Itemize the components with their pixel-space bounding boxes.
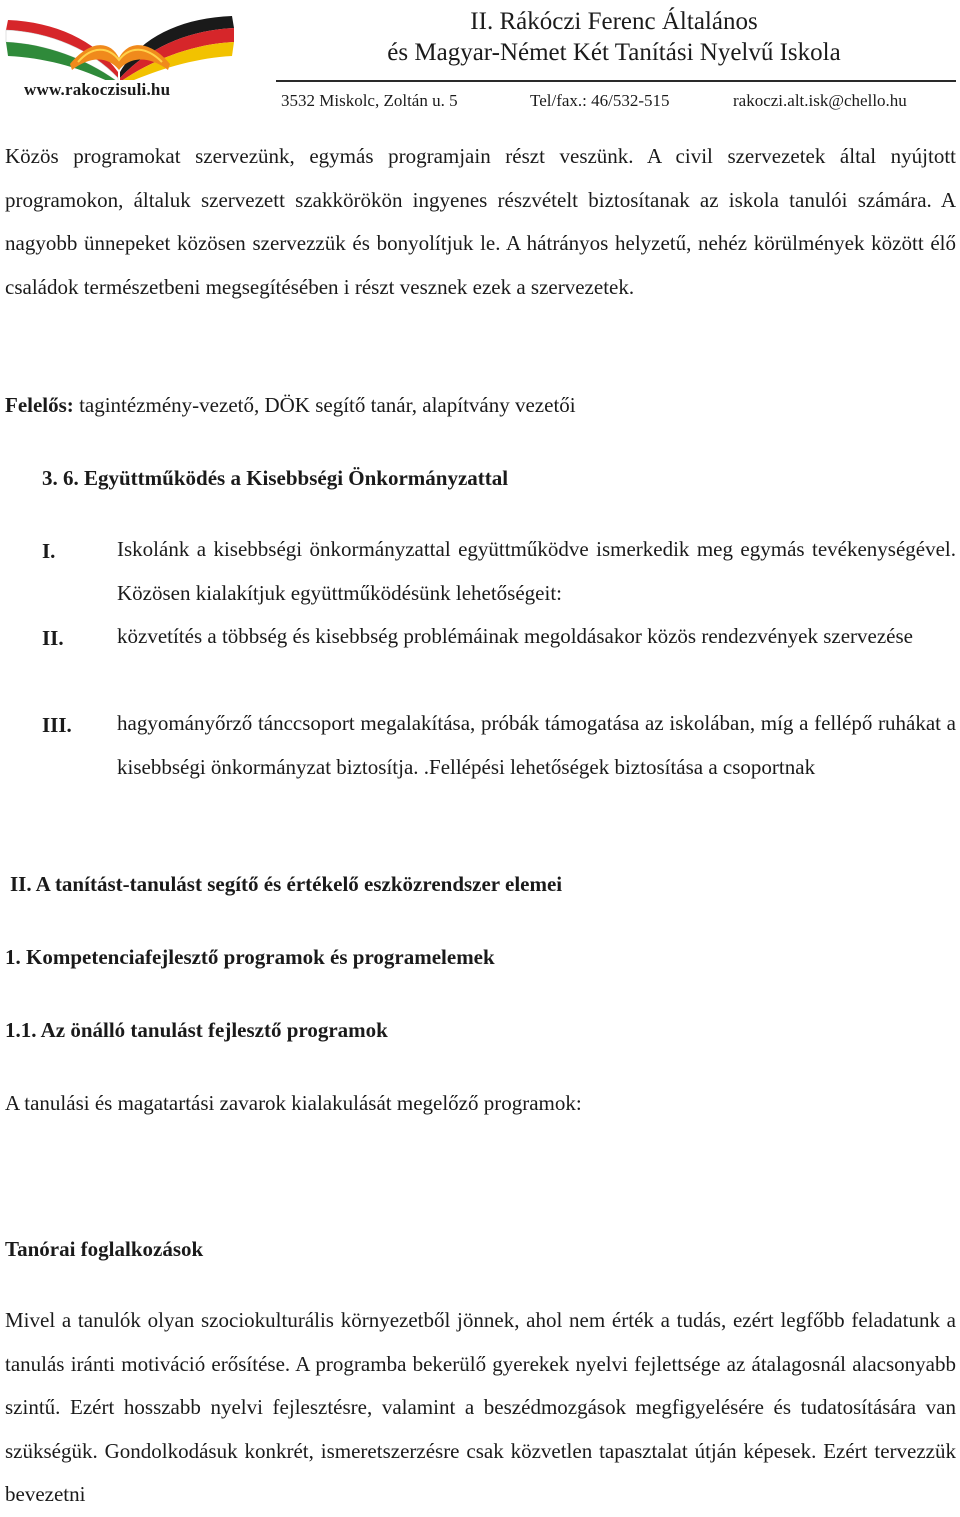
list-item: hagyományőrző tánccsoport megalakítása, próbák támogatása az iskolában, míg a fellépő ruhákat a kisebbségi önkormányzat biztosítja. .Fellépési lehetőségek biztosítása a csoportnak [117, 711, 956, 779]
section-heading-3-6: 3. 6. Együttműködés a Kisebbségi Önkormányzattal [42, 466, 509, 490]
paragraph-tanorai: Mivel a tanulók olyan szociokulturális környezetből jönnek, ahol nem érték a tudás, ezért legfőbb feladatunk a tanulás iránti motiváció erősítése. A programba bekerülő gyerekek nyelvi fejlettsége az átalagosnál alacsonyabb szintű. Ezért hosszabb nyelvi fejlesztésre, valamint a beszédmozgások megfigyelésére és tudatosítására van szükségük. Gondolkodásuk konkrét, ismeretszerzésre csak közvetlen tapasztalat útján képesek. Ezért tervezzük bevezetni [5, 1308, 956, 1507]
heading-II: II. A tanítást-tanulást segítő és értékelő eszközrendszer elemei [10, 872, 563, 896]
responsible-text: tagintézmény-vezető, DÖK segítő tanár, alapítvány vezetői [73, 393, 576, 417]
school-name [274, 6, 954, 68]
list-number: II. [42, 626, 64, 650]
email: rakoczi.alt.isk@chello.hu [733, 91, 907, 110]
logo-url: www.rakoczisuli.hu [24, 80, 171, 99]
letterhead [0, 0, 960, 118]
heading-1: 1. Kompetenciafejlesztő programok és programelemek [5, 945, 495, 969]
school-logo [0, 0, 240, 110]
list-item: közvetítés a többség és kisebbség problémáinak megoldásakor közös rendezvények szervezése [117, 624, 913, 648]
heading-1-1: 1.1. Az önálló tanulást fejlesztő programok [5, 1018, 388, 1042]
intro-line: A tanulási és magatartási zavarok kialakulását megelőző programok: [5, 1091, 582, 1115]
list-number: I. [42, 539, 56, 563]
paragraph-programs: Közös programokat szervezünk, egymás programjain részt veszünk. A civil szervezetek által nyújtott programokon, általuk szervezett szakkörökön ingyenes részvételt biztosítanak az iskola tanulói számára. A nagyobb ünnepeket közösen szervezzük és bonyolítjuk le. A hátrányos helyzetű, nehéz körülmények között élő családok természetbeni megsegítésében i részt vesznek ezek a szervezetek. [5, 144, 956, 299]
school-name-line2: és Magyar-Német Két Tanítási Nyelvű Iskola [387, 39, 841, 66]
responsible-line [5, 393, 576, 418]
header-divider [276, 80, 956, 82]
list-number: III. [42, 713, 72, 737]
school-name-line1: II. Rákóczi Ferenc Általános [470, 8, 758, 35]
list-item: Iskolánk a kisebbségi önkormányzattal együttműködve ismerkedik meg egymás tevékenységével. Közösen kialakítjuk együttműködésünk lehetőségeit: [117, 537, 956, 605]
address: 3532 Miskolc, Zoltán u. 5 [281, 91, 458, 110]
heading-tanorai: Tanórai foglalkozások [5, 1237, 204, 1261]
telfax: Tel/fax.: 46/532-515 [530, 91, 670, 110]
responsible-label: Felelős: [5, 393, 74, 417]
open-book-flag-icon [0, 0, 240, 80]
